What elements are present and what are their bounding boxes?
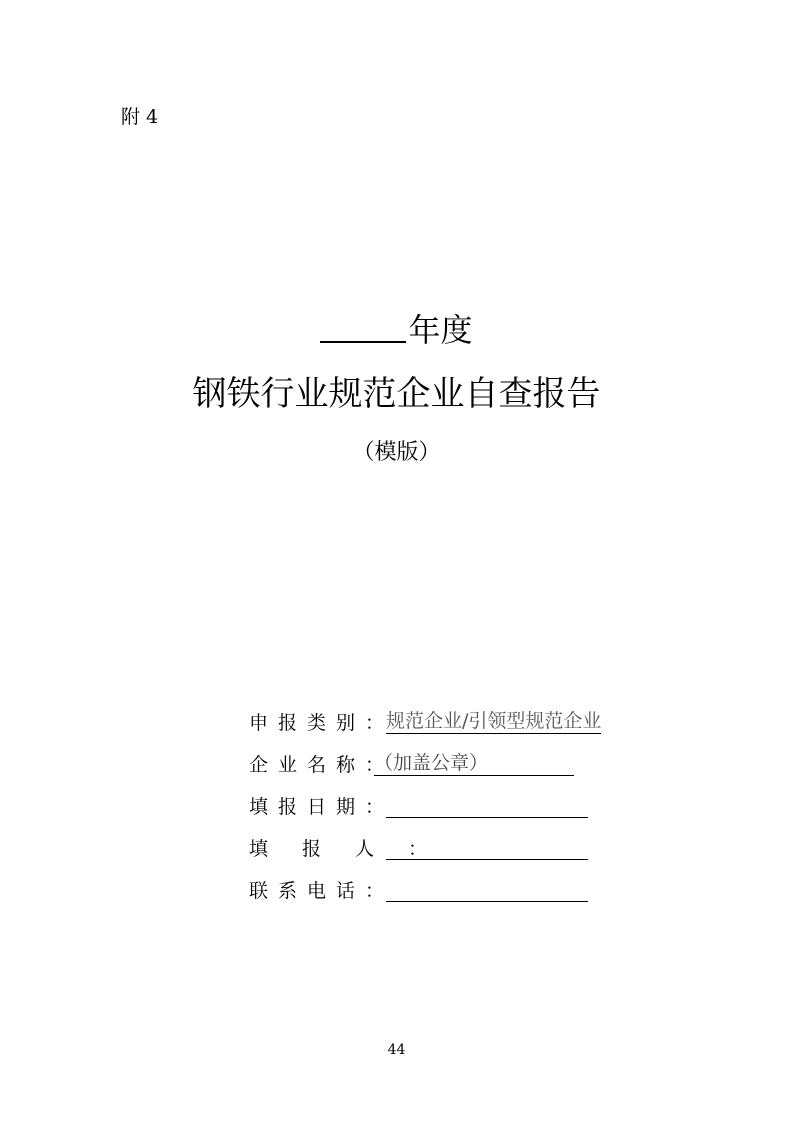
date-row [249,784,649,826]
report-year-heading [0,305,793,352]
category-row [249,700,649,742]
report-subtitle: （模版） [352,440,441,465]
company-value: （加盖公章） [374,751,574,776]
year-suffix: 年度 [408,311,473,349]
reporter-row [249,826,649,868]
category-label: 申报类别： [249,711,395,734]
date-label: 填报日期： [249,795,395,818]
company-label: 企业名称： [249,753,395,776]
date-blank-line [386,793,588,818]
reporter-label: 填报人： [249,837,462,860]
report-title: 钢铁行业规范企业自查报告 [192,374,601,414]
phone-label: 联系电话： [249,879,395,902]
year-blank-line [320,305,406,343]
category-value: 规范企业/引领型规范企业 [386,709,602,732]
attachment-label: 附 4 [121,106,159,128]
page-number: 44 [387,1042,406,1058]
phone-row [249,868,649,910]
report-info-form [249,700,649,910]
company-row [249,742,649,784]
reporter-blank-line [386,835,588,860]
phone-blank-line [386,877,588,902]
